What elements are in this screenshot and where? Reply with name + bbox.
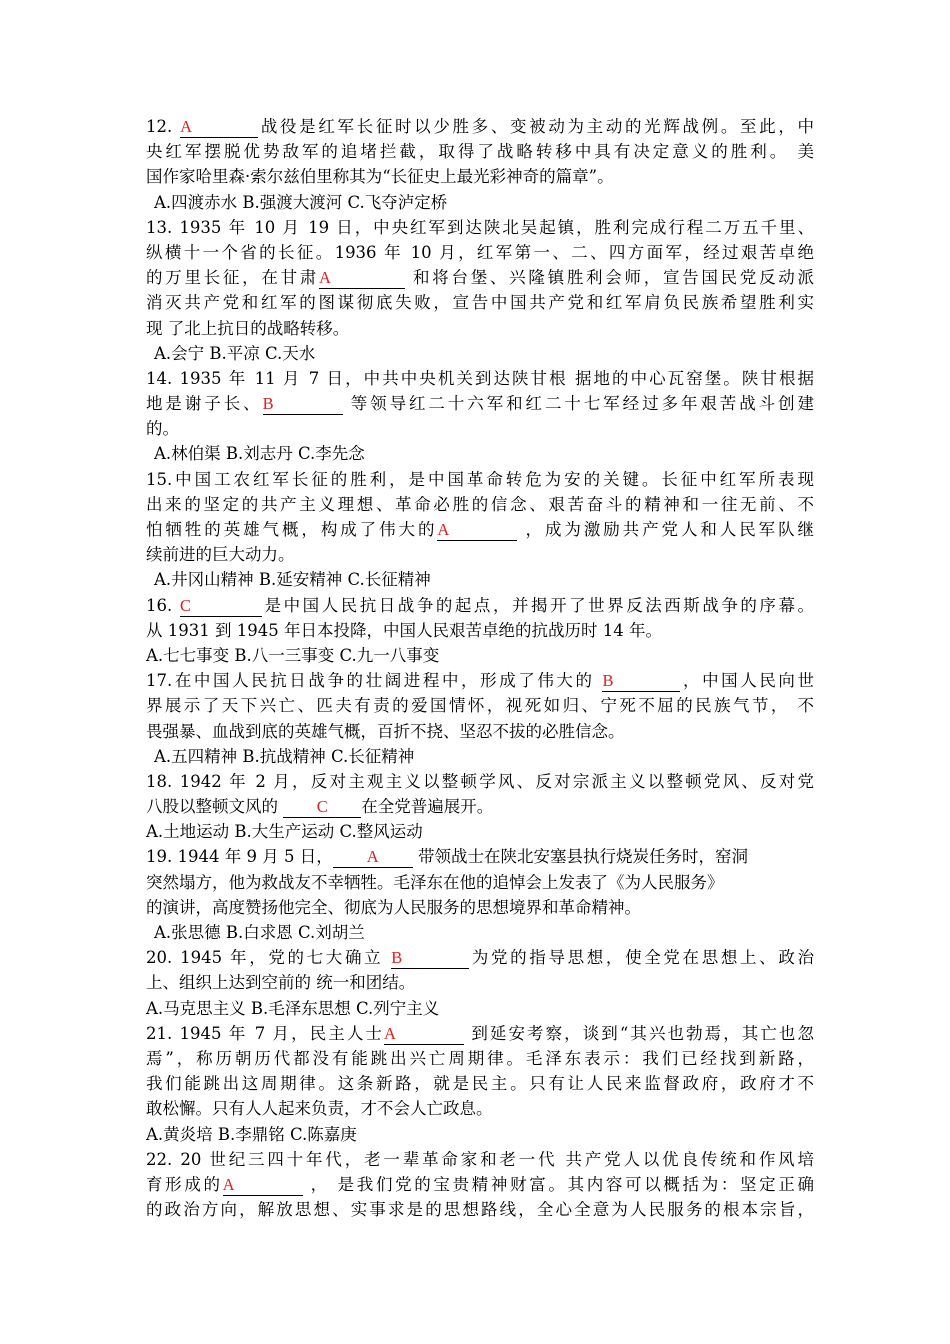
question-12 — [146, 114, 814, 215]
question-18 — [146, 769, 814, 845]
question-line: 怕牺牲的英雄气概，构成了伟大的A ，成为激励共产党人和人民军队继 — [146, 520, 814, 539]
answer-options: A.林伯渠 B.刘志丹 C.李先念 — [154, 444, 365, 464]
question-line: 现 了北上抗日的战略转移。 — [146, 318, 350, 338]
question-line: 14. 1935 年 11 月 7 日，中共中央机关到达陕甘根 据地的中心瓦窑堡。陕甘根据 — [146, 368, 814, 388]
question-17 — [146, 668, 814, 769]
question-15 — [146, 467, 814, 593]
answer-options: A.五四精神 B.抗战精神 C.长征精神 — [154, 746, 415, 766]
document-page — [146, 114, 814, 1222]
question-16 — [146, 593, 814, 669]
answer-options: A.张思德 B.白求恩 C.刘胡兰 — [154, 923, 365, 942]
question-20 — [146, 945, 814, 1021]
answer-blank[interactable]: A — [223, 1175, 303, 1196]
question-line: 敢松懈。只有人人起来负责，才不会人亡政息。 — [146, 1099, 493, 1119]
question-line: 国作家哈里森·索尔兹伯里称其为“长征史上最光彩神奇的篇章”。 — [146, 167, 614, 187]
answer-blank[interactable]: B — [602, 671, 680, 692]
answer-blank[interactable]: B — [263, 394, 343, 415]
question-line: 16. C 是中国人民抗日战争的起点，并揭开了世界反法西斯战争的序幕。 — [146, 595, 814, 615]
answer-blank[interactable]: B — [391, 948, 469, 969]
answer-blank[interactable]: A — [384, 1024, 464, 1045]
question-13 — [146, 215, 814, 366]
question-22 — [146, 1147, 814, 1223]
question-line: 央红军摆脱优势敌军的追堵拦截，取得了战略转移中具有决定意义的胜利。 美 — [146, 142, 814, 162]
question-line: 消灭共产党和红军的图谋彻底失败，宣告中国共产党和红军肩负民族希望胜利实 — [146, 293, 814, 313]
answer-blank[interactable]: A — [319, 268, 405, 289]
answer-options: A.四渡赤水 B.强渡大渡河 C.飞夺泸定桥 — [154, 192, 448, 212]
question-line: 18. 1942 年 2 月，反对主观主义以整顿学风、反对宗派主义以整顿党风、反对党 — [146, 771, 814, 791]
question-line: 从 1931 到 1945 年日本投降，中国人民艰苦卓绝的抗战历时 14 年。 — [146, 620, 662, 640]
question-line: 12. A 战役是红军长征时以少胜多、变被动为主动的光辉战例。至此，中 — [146, 117, 815, 136]
question-14 — [146, 366, 814, 467]
question-line: 的万里长征，在甘肃A 和将台堡、兴隆镇胜利会师，宣告国民党反动派 — [146, 268, 815, 288]
answer-blank[interactable]: C — [180, 596, 262, 617]
answer-blank[interactable]: A — [180, 117, 258, 138]
answer-options: A.黄炎培 B.李鼎铭 C.陈嘉庚 — [146, 1124, 357, 1144]
question-line: 的演讲，高度赞扬他完全、彻底为人民服务的思想境界和革命精神。 — [146, 897, 641, 917]
question-line: 的。 — [146, 419, 179, 439]
question-line: 出来的坚定的共产主义理想、革命必胜的信念、艰苦奋斗的精神和一往无前、不 — [146, 494, 814, 514]
question-line: 20. 1945 年，党的七大确立 B 为党的指导思想，使全党在思想上、政治 — [146, 948, 814, 968]
question-line: 21. 1945 年 7 月，民主人士A 到延安考察，谈到“其兴也勃焉，其亡也忽 — [146, 1023, 815, 1043]
question-21 — [146, 1021, 814, 1147]
question-line: 我们能跳出这周期律。这条新路，就是民主。只有让人民来监督政府，政府才不 — [146, 1074, 814, 1094]
question-line: 纵横十一个省的长征。1936 年 10 月，红军第一、二、四方面军，经过艰苦卓绝 — [146, 242, 814, 262]
question-line: 地是谢子长、B 等领导红二十六军和红二十七军经过多年艰苦战斗创建 — [146, 394, 815, 414]
answer-options: A.土地运动 B.大生产运动 C.整风运动 — [146, 822, 423, 842]
question-line: 的政治方向，解放思想、实事求是的思想路线，全心全意为人民服务的根本宗旨， — [146, 1200, 814, 1220]
answer-blank[interactable]: A — [333, 847, 413, 868]
question-line: 畏强暴、血战到底的英雄气概，百折不挠、坚忍不拔的必胜信念。 — [146, 721, 625, 741]
answer-options: A.井冈山精神 B.延安精神 C.长征精神 — [154, 570, 431, 590]
answer-options: A.七七事变 B.八一三事变 C.九一八事变 — [146, 645, 440, 665]
answer-blank[interactable]: A — [437, 520, 517, 541]
question-line: 22. 20 世纪三四十年代，老一辈革命家和老一代 共产党人以优良传统和作风培 — [146, 1149, 814, 1169]
question-line: 上、组织上达到空前的 统一和团结。 — [146, 973, 416, 993]
answer-blank[interactable]: C — [283, 797, 361, 818]
question-line: 19. 1944 年 9 月 5 日， A 带领战士在陕北安塞县执行烧炭任务时，窑洞 — [146, 847, 748, 867]
question-line: 焉”，称历朝历代都没有能跳出兴亡周期律。毛泽东表示：我们已经找到新路， — [146, 1048, 814, 1068]
question-line: 续前进的巨大动力。 — [146, 545, 295, 565]
answer-options: A.马克思主义 B.毛泽东思想 C.列宁主义 — [146, 998, 440, 1018]
question-line: 突然塌方，他为救战友不幸牺牲。毛泽东在他的追悼会上发表了《为人民服务》 — [146, 872, 724, 892]
question-line: 八股以整顿文风的 C 在全党普遍展开。 — [146, 797, 494, 817]
answer-options: A.会宁 B.平凉 C.天水 — [154, 343, 316, 363]
question-line: 界展示了天下兴亡、匹夫有责的爱国情怀，视死如归、宁死不屈的民族气节， 不 — [146, 696, 814, 716]
question-19 — [146, 844, 814, 945]
question-line: 13. 1935 年 10 月 19 日，中央红军到达陕北吴起镇，胜利完成行程二万五千里、 — [146, 217, 814, 237]
question-line: 15.中国工农红军长征的胜利，是中国革命转危为安的关键。长征中红军所表现 — [146, 469, 814, 489]
question-line: 17.在中国人民抗日战争的壮阔进程中，形成了伟大的 B ，中国人民向世 — [146, 671, 815, 691]
question-line: 育形成的A ， 是我们党的宝贵精神财富。其内容可以概括为：坚定正确 — [146, 1174, 815, 1194]
